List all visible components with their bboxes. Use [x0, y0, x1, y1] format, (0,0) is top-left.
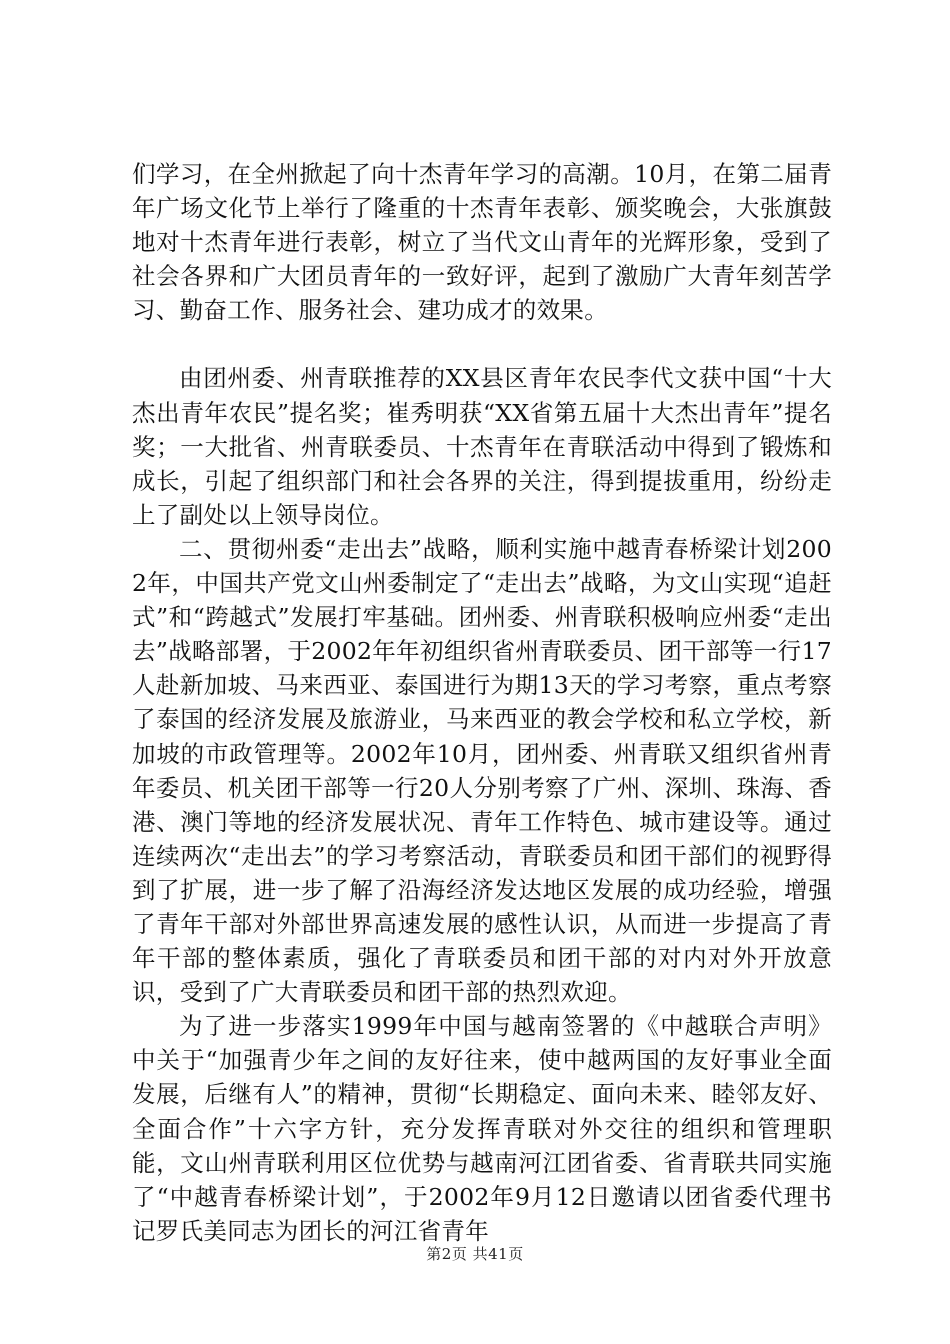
- document-body: [132, 157, 832, 1248]
- paragraph-1: 们学习，在全州掀起了向十杰青年学习的高潮。10月，在第二届青年广场文化节上举行了隆重的十杰青年表彰、颁奖晚会，大张旗鼓地对十杰青年进行表彰，树立了当代文山青年的光辉形象，受到了社会各界和广大团员青年的一致好评，起到了激励广大青年刻苦学习、勤奋工作、服务社会、建功成才的效果。: [132, 160, 832, 325]
- paragraph-gap: [132, 327, 832, 361]
- paragraph-2: 由团州委、州青联推荐的XX县区青年农民李代文获中国“十大杰出青年农民”提名奖；崔秀明获“XX省第五届十大杰出青年”提名奖；一大批省、州青联委员、十杰青年在青联活动中得到了锻炼和成长，引起了组织部门和社会各界的关注，得到提拔重用，纷纷走上了副处以上领导岗位。: [132, 364, 832, 529]
- page-number-footer: 第2页 共41页: [426, 1245, 524, 1263]
- paragraph-4: 为了进一步落实1999年中国与越南签署的《中越联合声明》中关于“加强青少年之间的友好往来，使中越两国的友好事业全面发展，后继有人”的精神，贯彻“长期稳定、面向未来、睦邻友好、全面合作”十六字方针，充分发挥青联对外交往的组织和管理职能，文山州青联利用区位优势与越南河江团省委、省青联共同实施了“中越青春桥梁计划”，于2002年9月12日邀请以团省委代理书记罗氏美同志为团长的河江省青年: [132, 1012, 832, 1245]
- paragraph-3: 二、贯彻州委“走出去”战略，顺利实施中越青春桥梁计划2002年，中国共产党文山州委制定了“走出去”战略，为文山实现“追赶式”和“跨越式”发展打牢基础。团州委、州青联积极响应州委“走出去”战略部署，于2002年年初组织省州青联委员、团干部等一行17人赴新加坡、马来西亚、泰国进行为期13天的学习考察，重点考察了泰国的经济发展及旅游业，马来西亚的教会学校和私立学校，新加坡的市政管理等。2002年10月，团州委、州青联又组织省州青年委员、机关团干部等一行20人分别考察了广州、深圳、珠海、香港、澳门等地的经济发展状况、青年工作特色、城市建设等。通过连续两次“走出去”的学习考察活动，青联委员和团干部们的视野得到了扩展，进一步了解了沿海经济发达地区发展的成功经验，增强了青年干部对外部世界高速发展的感性认识，从而进一步提高了青年干部的整体素质，强化了青联委员和团干部的对内对外开放意识，受到了广大青联委员和团干部的热烈欢迎。: [132, 534, 832, 1007]
